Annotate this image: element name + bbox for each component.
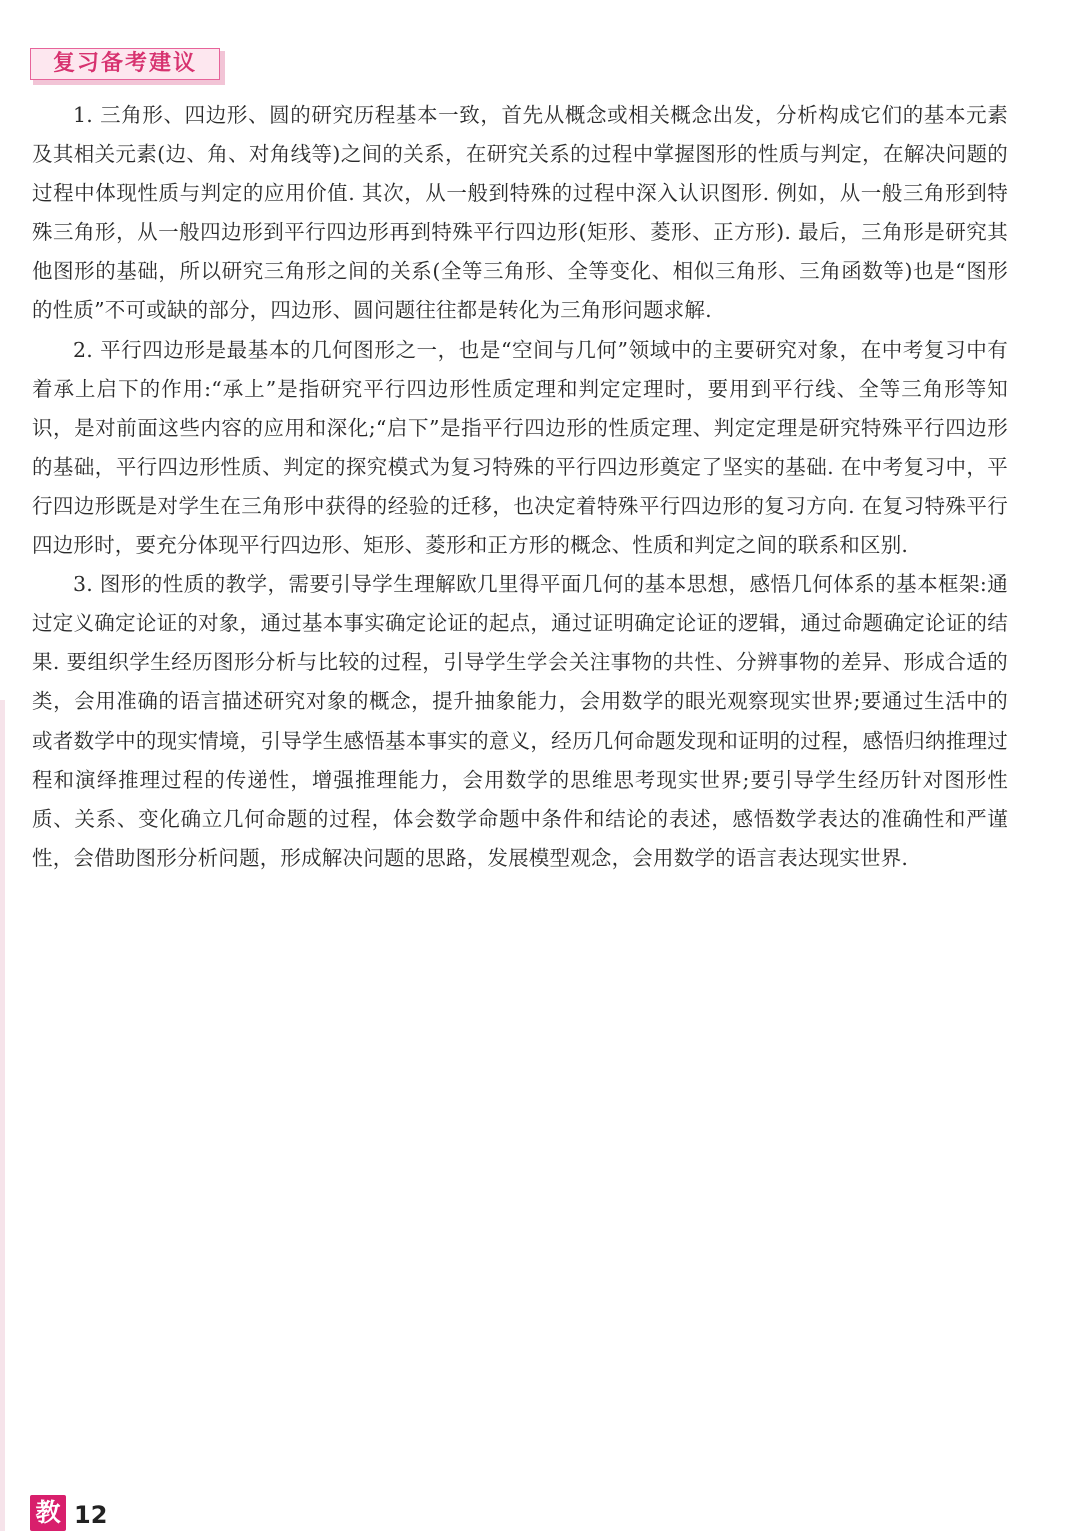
section-header [30,48,226,86]
section-title: 复习备考建议 [52,51,197,76]
page-number: 12 [74,1501,108,1529]
paragraph-2: 2. 平行四边形是最基本的几何图形之一，也是“空间与几何”领域中的主要研究对象，在中考复习中有着承上启下的作用:“承上”是指研究平行四边形性质定理和判定定理时，要用到平行线、全等三角形等知识，是对前面这些内容的应用和深化;“启下”是指平行四边形的性质定理、判定定理是研究特殊平行四边形的基础，平行四边形性质、判定的探究模式为复习特殊的平行四边形奠定了坚实的基础. 在中考复习中，平行四边形既是对学生在三角形中获得的经验的迁移，也决定着特殊平行四边形的复习方向. 在复习特殊平行四边形时，要充分体现平行四边形、矩形、菱形和正方形的概念、性质和判定之间的联系和区别. [32,337,1008,558]
teacher-badge-icon: 教 [30,1495,66,1531]
main-content [32,96,1008,878]
page-footer [30,1495,130,1531]
paragraph-3: 3. 图形的性质的教学，需要引导学生理解欧几里得平面几何的基本思想，感悟几何体系的基本框架:通过定义确定论证的对象，通过基本事实确定论证的起点，通过证明确定论证的逻辑，通过命题确定论证的结果. 要组织学生经历图形分析与比较的过程，引导学生学会关注事物的共性、分辨事物的差异、形成合适的类，会用准确的语言描述研究对象的概念，提升抽象能力，会用数学的眼光观察现实世界;要通过生活中的或者数学中的现实情境，引导学生感悟基本事实的意义，经历几何命题发现和证明的过程，感悟归纳推理过程和演绎推理过程的传递性，增强推理能力，会用数学的思维思考现实世界;要引导学生经历针对图形性质、关系、变化确立几何命题的过程，体会数学命题中条件和结论的表述，感悟数学表达的准确性和严谨性，会借助图形分析问题，形成解决问题的思路，发展模型观念，会用数学的语言表达现实世界. [32,572,1008,870]
paragraph-1: 1. 三角形、四边形、圆的研究历程基本一致，首先从概念或相关概念出发，分析构成它们的基本元素及其相关元素(边、角、对角线等)之间的关系，在研究关系的过程中掌握图形的性质与判定，在解决问题的过程中体现性质与判定的应用价值. 其次，从一般到特殊的过程中深入认识图形. 例如，从一般三角形到特殊三角形，从一般四边形到平行四边形再到特殊平行四边形(矩形、菱形、正方形). 最后，三角形是研究其他图形的基础，所以研究三角形之间的关系(全等三角形、全等变化、相似三角形、三角函数等)也是“图形的性质”不可或缺的部分，四边形、圆问题往往都是转化为三角形问题求解. [32,103,1008,323]
page-edge-strip [0,700,5,1531]
